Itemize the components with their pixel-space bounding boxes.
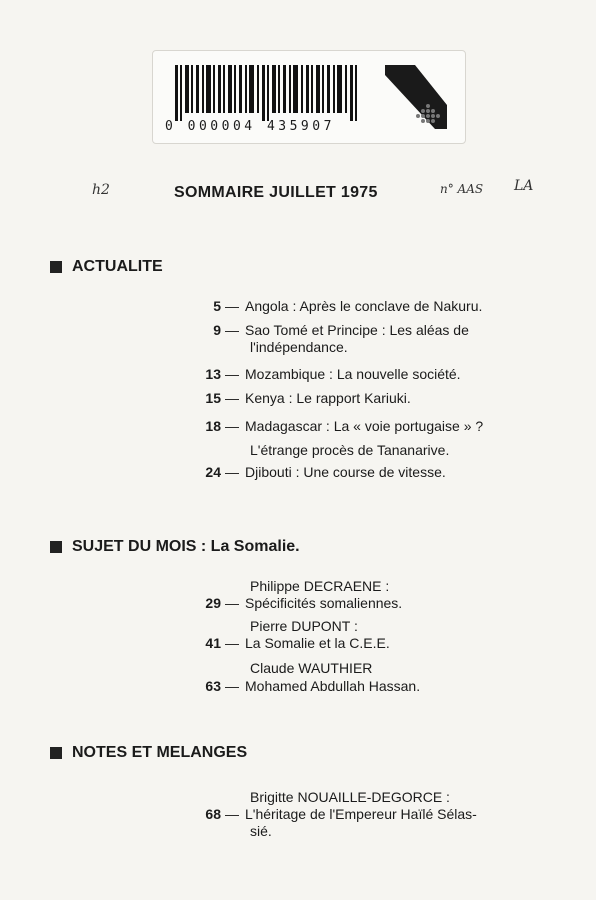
barcode-digits: 0 000004 435907 bbox=[165, 119, 335, 134]
entry-title: Sao Tomé et Principe : Les aléas de bbox=[245, 322, 469, 338]
entry-title: Kenya : Le rapport Kariuki. bbox=[245, 390, 411, 406]
page-title: SOMMAIRE JUILLET 1975 bbox=[174, 184, 378, 201]
entry-title: Djibouti : Une course de vitesse. bbox=[245, 464, 446, 480]
bullet-square-icon bbox=[50, 747, 62, 759]
handwritten-note-right: LA bbox=[514, 178, 534, 194]
section-heading-text: ACTUALITE bbox=[72, 258, 163, 275]
author-name: Brigitte NOUAILLE-DEGORCE : bbox=[250, 789, 450, 805]
entry-title: Spécificités somaliennes. bbox=[245, 595, 403, 611]
section-heading-notes-et-melanges bbox=[50, 744, 247, 762]
entry-title: Mohamed Abdullah Hassan. bbox=[245, 678, 421, 694]
section-heading-text: SUJET DU MOIS : La Somalie. bbox=[72, 538, 300, 555]
entry-title-continued: sié. bbox=[250, 823, 272, 839]
page-number: 63 bbox=[205, 678, 221, 694]
page-number: 24 bbox=[205, 464, 221, 480]
toc-entry: 13 — Mozambique : La nouvelle société. bbox=[180, 366, 540, 383]
handwritten-note-mid: n° AAS bbox=[440, 182, 484, 196]
author-name: Philippe DECRAENE : bbox=[250, 578, 390, 594]
author-name: Pierre DUPONT : bbox=[250, 618, 358, 634]
author-name: Claude WAUTHIER bbox=[250, 660, 373, 676]
page-number: 13 bbox=[205, 366, 221, 382]
entry-title: Mozambique : La nouvelle société. bbox=[245, 366, 461, 382]
bullet-square-icon bbox=[50, 541, 62, 553]
toc-entry: 24 — Djibouti : Une course de vitesse. bbox=[180, 464, 540, 481]
page-number: 41 bbox=[205, 635, 221, 651]
entry-title: La Somalie et la C.E.E. bbox=[245, 635, 390, 651]
entry-title: Madagascar : La « voie portugaise » ? bbox=[245, 418, 484, 434]
page-number: 5 bbox=[213, 298, 221, 314]
entry-title: L'héritage de l'Empereur Haïlé Sélas- bbox=[245, 806, 477, 822]
section-heading-text: NOTES ET MELANGES bbox=[72, 744, 248, 761]
entry-title: Angola : Après le conclave de Nakuru. bbox=[245, 298, 483, 314]
entry-title-continued: L'étrange procès de Tananarive. bbox=[250, 442, 450, 458]
page-number: 15 bbox=[205, 390, 221, 406]
page-number: 68 bbox=[205, 806, 221, 822]
page-number: 29 bbox=[205, 595, 221, 611]
entry-title-continued: l'indépendance. bbox=[250, 339, 348, 355]
toc-entry: 29 — Spécificités somaliennes. bbox=[180, 595, 540, 612]
toc-entry: 41 — La Somalie et la C.E.E. bbox=[180, 635, 540, 652]
section-heading-sujet-du-mois bbox=[50, 538, 300, 556]
handwritten-note-left: h2 bbox=[92, 182, 110, 198]
bullet-square-icon bbox=[50, 261, 62, 273]
toc-entry: 63 — Mohamed Abdullah Hassan. bbox=[180, 678, 540, 695]
toc-entry: 68 — L'héritage de l'Empereur Haïlé Sélas- sié. bbox=[180, 806, 540, 840]
barcode-icon bbox=[175, 65, 375, 121]
library-stamp-icon bbox=[385, 65, 447, 129]
toc-entry: 9 — Sao Tomé et Principe : Les aléas de l'indépendance. bbox=[180, 322, 540, 356]
toc-entry: 18 — Madagascar : La « voie portugaise » ? L'étrange procès de Tananarive. bbox=[180, 414, 540, 462]
toc-entry: 15 — Kenya : Le rapport Kariuki. bbox=[180, 390, 540, 407]
toc-entry: 5 — Angola : Après le conclave de Nakuru. bbox=[180, 298, 540, 315]
page-number: 9 bbox=[213, 322, 221, 338]
barcode-label bbox=[152, 50, 466, 144]
page-number: 18 bbox=[205, 418, 221, 434]
section-heading-actualite bbox=[50, 258, 163, 276]
